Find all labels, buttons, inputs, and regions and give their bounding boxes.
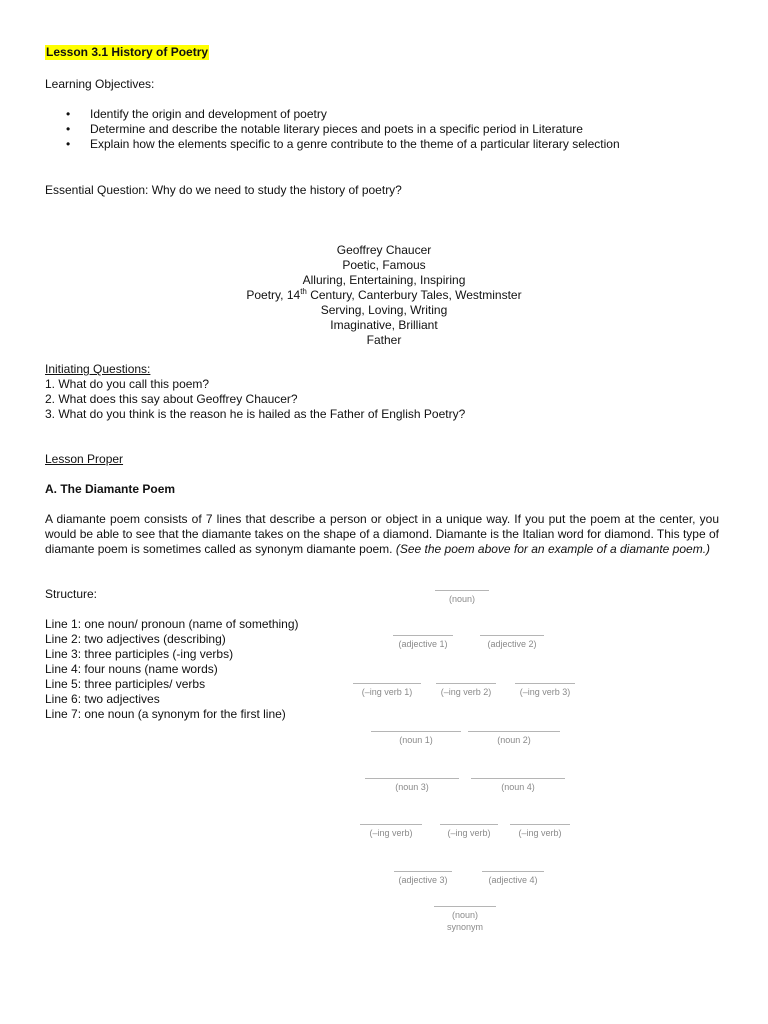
initiating-questions-heading: Initiating Questions: [45, 362, 151, 376]
list-item: Line 7: one noun (a synonym for the first line) [45, 707, 286, 721]
diagram-slot-adjective [388, 635, 458, 650]
poem-text: Century, Canterbury Tales, Westminster [306, 288, 522, 302]
list-item: 3. What do you think is the reason he is hailed as the Father of English Poetry? [45, 407, 466, 421]
lesson-title: Lesson 3.1 History of Poetry [46, 45, 209, 59]
poem-line: Poetic, Famous [342, 258, 426, 272]
diagram-slot-noun [466, 731, 562, 746]
objective-text: Identify the origin and development of poetry [90, 107, 327, 121]
diagram-slot-adjective [472, 635, 552, 650]
learning-objectives-heading: Learning Objectives: [45, 77, 155, 91]
section-heading: A. The Diamante Poem [45, 482, 176, 496]
slot-label: (noun 4) [501, 782, 535, 792]
slot-label: (noun 2) [497, 735, 531, 745]
slot-label: (noun) [451, 910, 478, 920]
list-item: Line 2: two adjectives (describing) [45, 632, 226, 646]
diagram-slot-ing-verb [350, 683, 424, 698]
paragraph-italic-note: (See the poem above for an example of a diamante poem.) [395, 542, 711, 556]
poem-text: Poetry, 14 [246, 288, 301, 302]
structure-heading: Structure: [45, 587, 98, 601]
diagram-slot-ing-verb [434, 683, 498, 698]
diagram-slot-noun [364, 778, 460, 793]
paragraph-text: A diamante poem consists of 7 lines that describe a person or object in a unique way. If you put the poem at the center, you would be able to see that the diamante takes on the shape of a diamond. Diamante is the Italian word for diamond. This type of diamante poem is sometimes called as synonym diamante poem. [45, 512, 719, 556]
diagram-slot-noun [432, 590, 492, 605]
poem-line: Serving, Loving, Writing [320, 303, 448, 317]
slot-label: (–ing verb 2) [440, 687, 492, 697]
lesson-proper-heading: Lesson Proper [45, 452, 124, 466]
slot-label: (adjective 2) [487, 639, 537, 649]
objective-text: Explain how the elements specific to a genre contribute to the theme of a particular literary selection [90, 137, 620, 151]
diagram-slot-ing-verb [358, 824, 424, 839]
superscript: th [300, 287, 307, 296]
slot-sublabel: synonym [446, 922, 483, 932]
diagram-slot-adjective [388, 871, 458, 886]
diagram-slot-ing-verb [508, 824, 572, 839]
slot-label: (–ing verb) [369, 828, 413, 838]
diagram-slot-synonym [430, 906, 500, 933]
diagram-slot-ing-verb [508, 683, 582, 698]
poem-line: Father [366, 333, 402, 347]
slot-label: (noun 1) [399, 735, 433, 745]
slot-label: (–ing verb 1) [361, 687, 413, 697]
diagram-slot-noun [470, 778, 566, 793]
list-item: 1. What do you call this poem? [45, 377, 210, 391]
bullet-icon: • [66, 107, 71, 121]
poem-line: Geoffrey Chaucer [336, 243, 432, 257]
list-item: Line 4: four nouns (name words) [45, 662, 218, 676]
diagram-slot-noun [370, 731, 462, 746]
slot-label: (–ing verb) [447, 828, 491, 838]
essential-question: Essential Question: Why do we need to study the history of poetry? [45, 183, 402, 197]
slot-label: (adjective 4) [488, 875, 538, 885]
poem-line: Imaginative, Brilliant [330, 318, 438, 332]
slot-label: (noun) [448, 594, 475, 604]
poem-line: Alluring, Entertaining, Inspiring [302, 273, 466, 287]
list-item: Line 5: three participles/ verbs [45, 677, 206, 691]
bullet-icon: • [66, 122, 71, 136]
objective-text: Determine and describe the notable literary pieces and poets in a specific period in Literature [90, 122, 583, 136]
list-item: 2. What does this say about Geoffrey Chaucer? [45, 392, 298, 406]
slot-label: (–ing verb 3) [519, 687, 571, 697]
list-item: Line 6: two adjectives [45, 692, 160, 706]
diagram-slot-adjective [476, 871, 550, 886]
bullet-icon: • [66, 137, 71, 151]
slot-label: (–ing verb) [518, 828, 562, 838]
slot-label: (adjective 3) [398, 875, 448, 885]
list-item: Line 3: three participles (-ing verbs) [45, 647, 234, 661]
diagram-slot-ing-verb [438, 824, 500, 839]
slot-label: (noun 3) [395, 782, 429, 792]
slot-label: (adjective 1) [398, 639, 448, 649]
list-item: Line 1: one noun/ pronoun (name of something) [45, 617, 299, 631]
